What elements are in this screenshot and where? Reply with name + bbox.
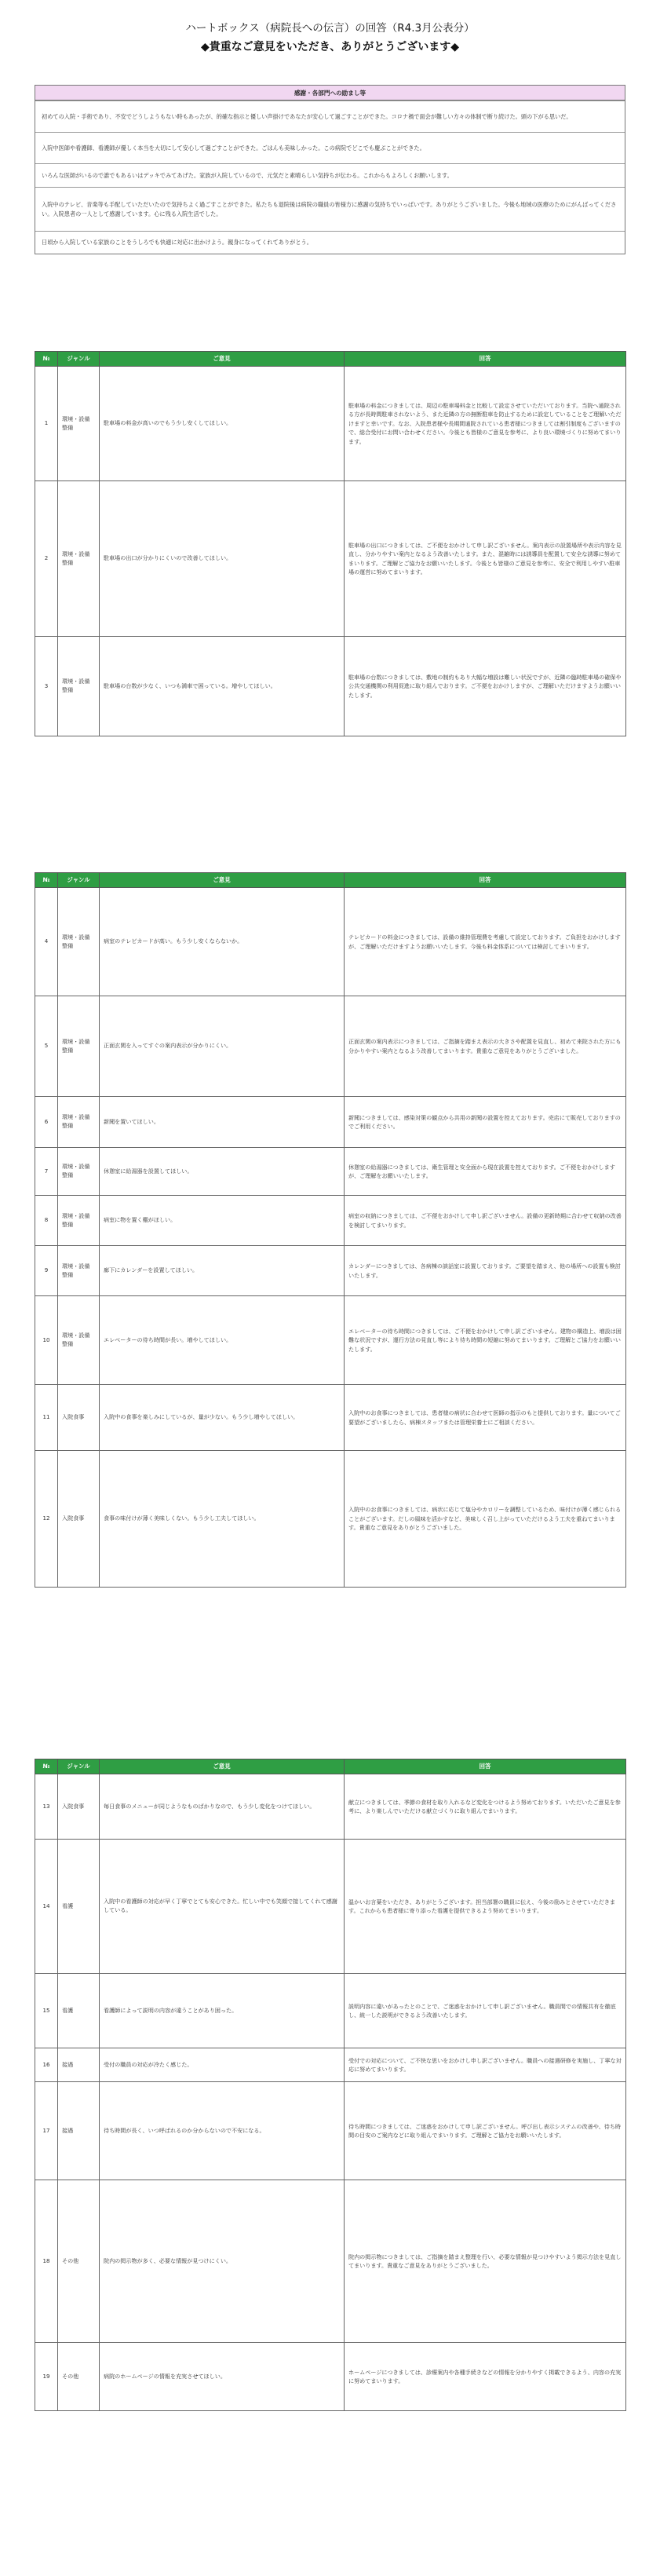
table-row xyxy=(35,367,626,481)
row-genre: 環境・設備整備 xyxy=(58,1246,100,1296)
opinion-table-2 xyxy=(35,872,626,1588)
row-no: 16 xyxy=(35,2048,58,2082)
row-no: 17 xyxy=(35,2082,58,2180)
col-header-opinion: ご意見 xyxy=(100,1759,345,1774)
page-subtitle: ◆貴重なご意見をいただき、ありがとうございます◆ xyxy=(201,41,459,53)
thanks-item: 初めての入院・手術であり、不安でどうしようもない時もあったが、的確な指示と優しい声掛けであなたが安心して過ごすことができた。コロナ禍で面会が難しい方々の体制で断り続けた。頭の下がる思いだ。 xyxy=(35,100,625,132)
row-answer: 病室の収納につきましては、ご不便をおかけして申し訳ございません。設備の更新時期に合わせて収納の改善を検討してまいります。 xyxy=(345,1196,626,1246)
col-header-opinion: ご意見 xyxy=(100,352,345,367)
table-row xyxy=(35,481,626,637)
row-no: 15 xyxy=(35,1974,58,2048)
col-header-opinion: ご意見 xyxy=(100,873,345,888)
row-genre: 入院食事 xyxy=(58,1774,100,1840)
row-opinion: 食事の味付けが薄く美味しくない。もう少し工夫してほしい。 xyxy=(100,1451,345,1588)
row-genre: 接遇 xyxy=(58,2048,100,2082)
row-answer: 駐車場の料金につきましては、周辺の駐車場料金と比較して設定させていただいております。当院へ通院される方が長時間駐車されないよう、また近隣の方の無断駐車を防止するために設定していることをご理解いただけますと幸いです。なお、入院患者様や長期間通院されている患者様につきましては割引制度もございますので、総合受付にお問い合わせください。今後とも皆様のご意見を参考に、より良い環境づくりに努めてまいります。 xyxy=(345,367,626,481)
table-row xyxy=(35,1097,626,1148)
table-header-row xyxy=(35,1759,626,1774)
row-answer: 説明内容に違いがあったとのことで、ご迷惑をおかけして申し訳ございません。職員間での情報共有を徹底し、統一した説明ができるよう改善いたします。 xyxy=(345,1974,626,2048)
row-opinion: エレベーターの待ち時間が長い。増やしてほしい。 xyxy=(100,1296,345,1385)
row-answer: 温かいお言葉をいただき、ありがとうございます。担当部署の職員に伝え、今後の励みとさせていただきます。これからも患者様に寄り添った看護を提供できるよう努めてまいります。 xyxy=(345,1840,626,1974)
table-row xyxy=(35,2180,626,2343)
page-title: ハートボックス（病院長への伝言）の回答（R4.3月公表分） xyxy=(185,22,475,35)
col-header-no: № xyxy=(35,1759,58,1774)
row-answer: 駐車場の出口につきましては、ご不便をおかけして申し訳ございません。案内表示の設置場所や表示内容を見直し、分かりやすい案内となるよう改善いたします。また、混雑時には誘導員を配置して安全な誘導に努めてまいります。ご理解とご協力をお願いいたします。今後とも皆様のご意見を参考に、安全で利用しやすい駐車場の運営に努めてまいります。 xyxy=(345,481,626,637)
table-row xyxy=(35,1774,626,1840)
row-no: 12 xyxy=(35,1451,58,1588)
row-answer: 新聞につきましては、感染対策の観点から共用の新聞の設置を控えております。売店にて販売しておりますのでご利用ください。 xyxy=(345,1097,626,1148)
row-opinion: 駐車場の料金が高いのでもう少し安くしてほしい。 xyxy=(100,367,345,481)
row-opinion: 新聞を置いてほしい。 xyxy=(100,1097,345,1148)
thanks-item: 入院中医師や看護師、看護師が優しく本当を大切にして安心して過ごすことができた。ごはんも美味しかった。この病院でどこでも慶ぶことができた。 xyxy=(35,132,625,163)
row-opinion: 休憩室に給湯器を設置してほしい。 xyxy=(100,1148,345,1196)
row-no: 10 xyxy=(35,1296,58,1385)
row-answer: 入院中のお食事につきましては、患者様の病状に合わせて医師の指示のもと提供しております。量についてご要望がございましたら、病棟スタッフまたは管理栄養士にご相談ください。 xyxy=(345,1385,626,1451)
row-opinion: 駐車場の台数が少なく、いつも満車で困っている。増やしてほしい。 xyxy=(100,637,345,736)
row-opinion: 入院中の看護師の対応が早く丁寧でとても安心できた。忙しい中でも笑顔で接してくれて感謝している。 xyxy=(100,1840,345,1974)
table-row xyxy=(35,2082,626,2180)
table-row xyxy=(35,1840,626,1974)
row-opinion: 毎日食事のメニューが同じようなものばかりなので、もう少し変化をつけてほしい。 xyxy=(100,1774,345,1840)
table-row xyxy=(35,1974,626,2048)
table-row xyxy=(35,888,626,996)
row-answer: 休憩室の給湯器につきましては、衛生管理と安全面から現在設置を控えております。ご不便をおかけしますが、ご理解をお願いいたします。 xyxy=(345,1148,626,1196)
row-answer: 駐車場の台数につきましては、敷地の制約もあり大幅な増設は難しい状況ですが、近隣の臨時駐車場の確保や公共交通機関の利用促進に取り組んでおります。ご不便をおかけしますが、ご理解いただけますようお願いいたします。 xyxy=(345,637,626,736)
row-opinion: 入院中の食事を楽しみにしているが、量が少ない。もう少し増やしてほしい。 xyxy=(100,1385,345,1451)
table-row xyxy=(35,1196,626,1246)
row-opinion: 正面玄関を入ってすぐの案内表示が分かりにくい。 xyxy=(100,996,345,1097)
row-opinion: 病院のホームページの情報を充実させてほしい。 xyxy=(100,2343,345,2411)
row-answer: 献立につきましては、季節の食材を取り入れるなど変化をつけるよう努めております。いただいたご意見を参考に、より楽しんでいただける献立づくりに取り組んでまいります。 xyxy=(345,1774,626,1840)
row-opinion: 廊下にカレンダーを設置してほしい。 xyxy=(100,1246,345,1296)
row-no: 11 xyxy=(35,1385,58,1451)
table-row xyxy=(35,1246,626,1296)
row-answer: テレビカードの料金につきましては、設備の維持管理費を考慮して設定しております。ご負担をおかけしますが、ご理解いただけますようお願いいたします。今後も料金体系については検討してまいります。 xyxy=(345,888,626,996)
row-opinion: 駐車場の出口が分かりにくいので改善してほしい。 xyxy=(100,481,345,637)
row-no: 13 xyxy=(35,1774,58,1840)
table-row xyxy=(35,2048,626,2082)
row-no: 18 xyxy=(35,2180,58,2343)
row-genre: 看護 xyxy=(58,1974,100,2048)
table-row xyxy=(35,1451,626,1588)
row-genre: 環境・設備整備 xyxy=(58,888,100,996)
thanks-item: いろんな医師がいるので誰でもあるいはデッキでみてあげた。家族が入院しているので、元気だと素晴らしい気持ちが伝わる。これからもよろしくお願いします。 xyxy=(35,163,625,187)
thanks-item: 入院中のテレビ、音楽等も手配していただいたので気持ちよく過ごすことができた。私たちも退院後は病院の職員の皆様方に感謝の気持ちでいっぱいです。ありがとうございました。今後も地域の医療のためにがんばってください。入院患者の一人として感謝しています。心に残る入院生活でした。 xyxy=(35,187,625,231)
table-row xyxy=(35,2343,626,2411)
row-answer: エレベーターの待ち時間につきましては、ご不便をおかけして申し訳ございません。建物の構造上、増設は困難な状況ですが、運行方法の見直し等により待ち時間の短縮に努めてまいります。ご理解とご協力をお願いいたします。 xyxy=(345,1296,626,1385)
row-no: 8 xyxy=(35,1196,58,1246)
row-genre: 環境・設備整備 xyxy=(58,1296,100,1385)
row-no: 3 xyxy=(35,637,58,736)
table-row xyxy=(35,996,626,1097)
col-header-genre: ジャンル xyxy=(58,352,100,367)
row-answer: 院内の掲示物につきましては、ご指摘を踏まえ整理を行い、必要な情報が見つけやすいよう掲示方法を見直してまいります。貴重なご意見をありがとうございました。 xyxy=(345,2180,626,2343)
row-no: 4 xyxy=(35,888,58,996)
col-header-no: № xyxy=(35,873,58,888)
row-genre: その他 xyxy=(58,2343,100,2411)
table-header-row xyxy=(35,873,626,888)
row-no: 9 xyxy=(35,1246,58,1296)
col-header-answer: 回答 xyxy=(345,873,626,888)
row-opinion: 待ち時間が長く、いつ呼ばれるのか分からないので不安になる。 xyxy=(100,2082,345,2180)
table-row xyxy=(35,1296,626,1385)
row-answer: 入院中のお食事につきましては、病状に応じて塩分やカロリーを調整しているため、味付けが薄く感じられることがございます。だしの風味を活かすなど、美味しく召し上がっていただけるよう工夫を重ねてまいります。貴重なご意見をありがとうございました。 xyxy=(345,1451,626,1588)
col-header-answer: 回答 xyxy=(345,352,626,367)
row-genre: 環境・設備整備 xyxy=(58,637,100,736)
row-answer: カレンダーにつきましては、各病棟の談話室に設置しております。ご要望を踏まえ、他の場所への設置も検討いたします。 xyxy=(345,1246,626,1296)
row-no: 2 xyxy=(35,481,58,637)
table-header-row xyxy=(35,352,626,367)
col-header-answer: 回答 xyxy=(345,1759,626,1774)
thanks-box xyxy=(35,85,625,254)
row-answer: 正面玄関の案内表示につきましては、ご指摘を踏まえ表示の大きさや配置を見直し、初めて来院された方にも分かりやすい案内となるよう改善してまいります。貴重なご意見をありがとうございました。 xyxy=(345,996,626,1097)
col-header-genre: ジャンル xyxy=(58,1759,100,1774)
row-answer: 待ち時間につきましては、ご迷惑をおかけして申し訳ございません。呼び出し表示システムの改善や、待ち時間の目安のご案内などに取り組んでまいります。ご理解とご協力をお願いいたします。 xyxy=(345,2082,626,2180)
row-opinion: 病室のテレビカードが高い。もう少し安くならないか。 xyxy=(100,888,345,996)
row-genre: 環境・設備整備 xyxy=(58,367,100,481)
row-no: 1 xyxy=(35,367,58,481)
row-genre: 入院食事 xyxy=(58,1385,100,1451)
col-header-genre: ジャンル xyxy=(58,873,100,888)
row-genre: 環境・設備整備 xyxy=(58,996,100,1097)
row-genre: 環境・設備整備 xyxy=(58,481,100,637)
row-no: 19 xyxy=(35,2343,58,2411)
row-no: 6 xyxy=(35,1097,58,1148)
row-genre: 接遇 xyxy=(58,2082,100,2180)
row-genre: 看護 xyxy=(58,1840,100,1974)
row-genre: その他 xyxy=(58,2180,100,2343)
table-row xyxy=(35,1385,626,1451)
row-no: 7 xyxy=(35,1148,58,1196)
row-genre: 入院食事 xyxy=(58,1451,100,1588)
row-opinion: 看護師によって説明の内容が違うことがあり困った。 xyxy=(100,1974,345,2048)
row-no: 14 xyxy=(35,1840,58,1974)
row-opinion: 受付の職員の対応が冷たく感じた。 xyxy=(100,2048,345,2082)
col-header-no: № xyxy=(35,352,58,367)
thanks-item: 日頃から入院している家族のことをうしろでも快適に対応に出かけよう。親身になってくれてありがとう。 xyxy=(35,231,625,254)
row-answer: 受付での対応について、ご不快な思いをおかけし申し訳ございません。職員への接遇研修を実施し、丁寧な対応に努めてまいります。 xyxy=(345,2048,626,2082)
row-genre: 環境・設備整備 xyxy=(58,1196,100,1246)
thanks-heading: 感謝・各部門への励まし等 xyxy=(35,86,625,100)
row-opinion: 院内の掲示物が多く、必要な情報が見つけにくい。 xyxy=(100,2180,345,2343)
row-genre: 環境・設備整備 xyxy=(58,1148,100,1196)
opinion-table-3 xyxy=(35,1759,626,2411)
row-genre: 環境・設備整備 xyxy=(58,1097,100,1148)
opinion-table-1 xyxy=(35,351,626,736)
row-opinion: 病室に物を置く棚がほしい。 xyxy=(100,1196,345,1246)
table-row xyxy=(35,1148,626,1196)
row-answer: ホームページにつきましては、診療案内や各種手続きなどの情報を分かりやすく掲載できるよう、内容の充実に努めてまいります。 xyxy=(345,2343,626,2411)
table-row xyxy=(35,637,626,736)
row-no: 5 xyxy=(35,996,58,1097)
